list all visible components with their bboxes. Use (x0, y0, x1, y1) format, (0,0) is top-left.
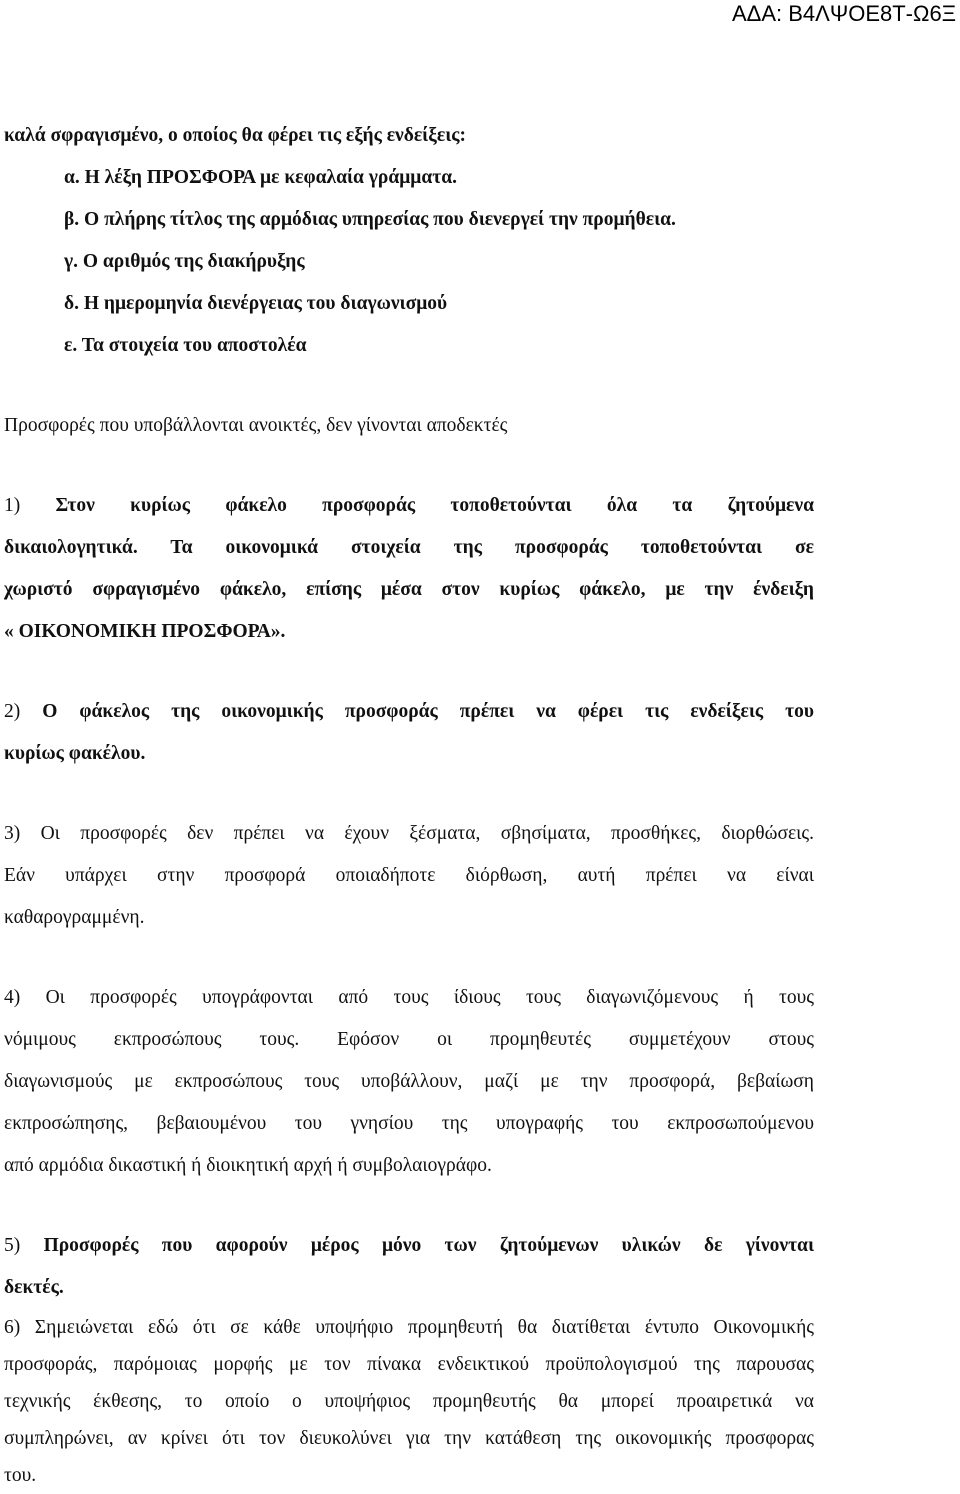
p4-line-4: εκπροσώπησης, βεβαιουμένου του γνησίου της υπογραφής του εκπροσωπούμενου (4, 1113, 814, 1134)
spacer (4, 939, 814, 977)
intro-line: καλά σφραγισμένο, ο οποίος θα φέρει τις εξής ενδείξεις: (4, 125, 467, 146)
p1-line-1-text: Στον κυρίως φάκελο προσφοράς τοποθετούνται όλα τα ζητούμενα (55, 495, 814, 516)
p5-line-2: δεκτές. (4, 1277, 64, 1298)
indication-c: γ. Ο αριθμός της διακήρυξης (64, 251, 305, 272)
p4-line-3: διαγωνισμούς με εκπροσώπους τους υποβάλλουν, μαζί με την προσφορά, βεβαίωση (4, 1071, 814, 1092)
paragraph-3 (4, 813, 814, 939)
p3-line-3: καθαρογραμμένη. (4, 907, 145, 928)
spacer (4, 367, 814, 405)
spacer (4, 653, 814, 691)
p2-line-1 (4, 691, 814, 733)
indication-a: α. Η λέξη ΠΡΟΣΦΟΡΑ με κεφαλαία γράμματα. (64, 167, 457, 188)
spacer (4, 775, 814, 813)
indication-e: ε. Τα στοιχεία του αποστολέα (64, 335, 307, 356)
p2-line-2: κυρίως φακέλου. (4, 743, 146, 764)
p3-line-1: 3) Οι προσφορές δεν πρέπει να έχουν ξέσματα, σβησίματα, προσθήκες, διορθώσεις. (4, 823, 814, 844)
p5-line-1 (4, 1225, 814, 1267)
p1-number: 1) (4, 495, 56, 516)
p4-line-1: 4) Οι προσφορές υπογράφονται από τους ίδιους τους διαγωνιζόμενους ή τους (4, 987, 814, 1008)
p4-line-2: νόμιμους εκπροσώπους τους. Εφόσον οι προμηθευτές συμμετέχουν στους (4, 1029, 814, 1050)
p1-line-2 (4, 527, 814, 569)
paragraph-6 (4, 1309, 814, 1494)
indication-d: δ. Η ημερομηνία διενέργειας του διαγωνισμού (64, 293, 448, 314)
p6-line-4: συμπληρώνει, αν κρίνει ότι τον διευκολύνει για την κατάθεση της οικονομικής προσφορας (4, 1428, 814, 1449)
p1-line-3: χωριστό σφραγισμένο φάκελο, επίσης μέσα στον κυρίως φάκελο, με την ένδειξη (4, 579, 814, 600)
p1-line-4: « ΟΙΚΟΝΟΜΙΚΗ ΠΡΟΣΦΟΡΑ». (4, 621, 286, 642)
p6-line-2: προσφοράς, παρόμοιας μορφής με τον πίνακα ενδεικτικού προϋπολογισμού της παρουσας (4, 1354, 814, 1375)
p2-line-1-text: Ο φάκελος της οικονομικής προσφοράς πρέπει να φέρει τις ενδείξεις του (42, 701, 814, 722)
open-offers-note: Προσφορές που υποβάλλονται ανοικτές, δεν γίνονται αποδεκτές (4, 415, 508, 436)
paragraph-1 (4, 485, 814, 653)
p3-line-2: Εάν υπάρχει στην προσφορά οποιαδήποτε διόρθωση, αυτή πρέπει να είναι (4, 865, 814, 886)
p1-line-2b: Τα οικονομικά στοιχεία της προσφοράς τοποθετούνται σε (170, 537, 814, 558)
paragraph-5 (4, 1225, 814, 1309)
p1-line-2a: δικαιολογητικά. (4, 537, 138, 558)
p6-line-3: τεχνικής έκθεσης, το οποίο ο υποψήφιος προμηθευτής θα μπορεί προαιρετικά να (4, 1391, 814, 1412)
p6-line-5: του. (4, 1465, 37, 1486)
p5-number: 5) (4, 1235, 44, 1256)
p2-number: 2) (4, 701, 43, 722)
document-body (4, 115, 814, 1494)
p1-line-1 (4, 485, 814, 527)
p5-line-1-text: Προσφορές που αφορούν μέρος μόνο των ζητούμενων υλικών δε γίνονται (43, 1235, 814, 1256)
paragraph-4 (4, 977, 814, 1187)
ada-code: ΑΔΑ: Β4ΛΨΟΕ8Τ-Ω6Ξ (731, 1, 956, 26)
spacer (4, 447, 814, 485)
p4-line-5: από αρμόδια δικαστική ή διοικητική αρχή ή συμβολαιογράφο. (4, 1155, 492, 1176)
paragraph-2 (4, 691, 814, 775)
indication-b: β. Ο πλήρης τίτλος της αρμόδιας υπηρεσίας που διενεργεί την προμήθεια. (64, 209, 676, 230)
spacer (4, 1187, 814, 1225)
p6-line-1: 6) Σημειώνεται εδώ ότι σε κάθε υποψήφιο προμηθευτή θα διατίθεται έντυπο Οικονομικής (4, 1317, 814, 1338)
